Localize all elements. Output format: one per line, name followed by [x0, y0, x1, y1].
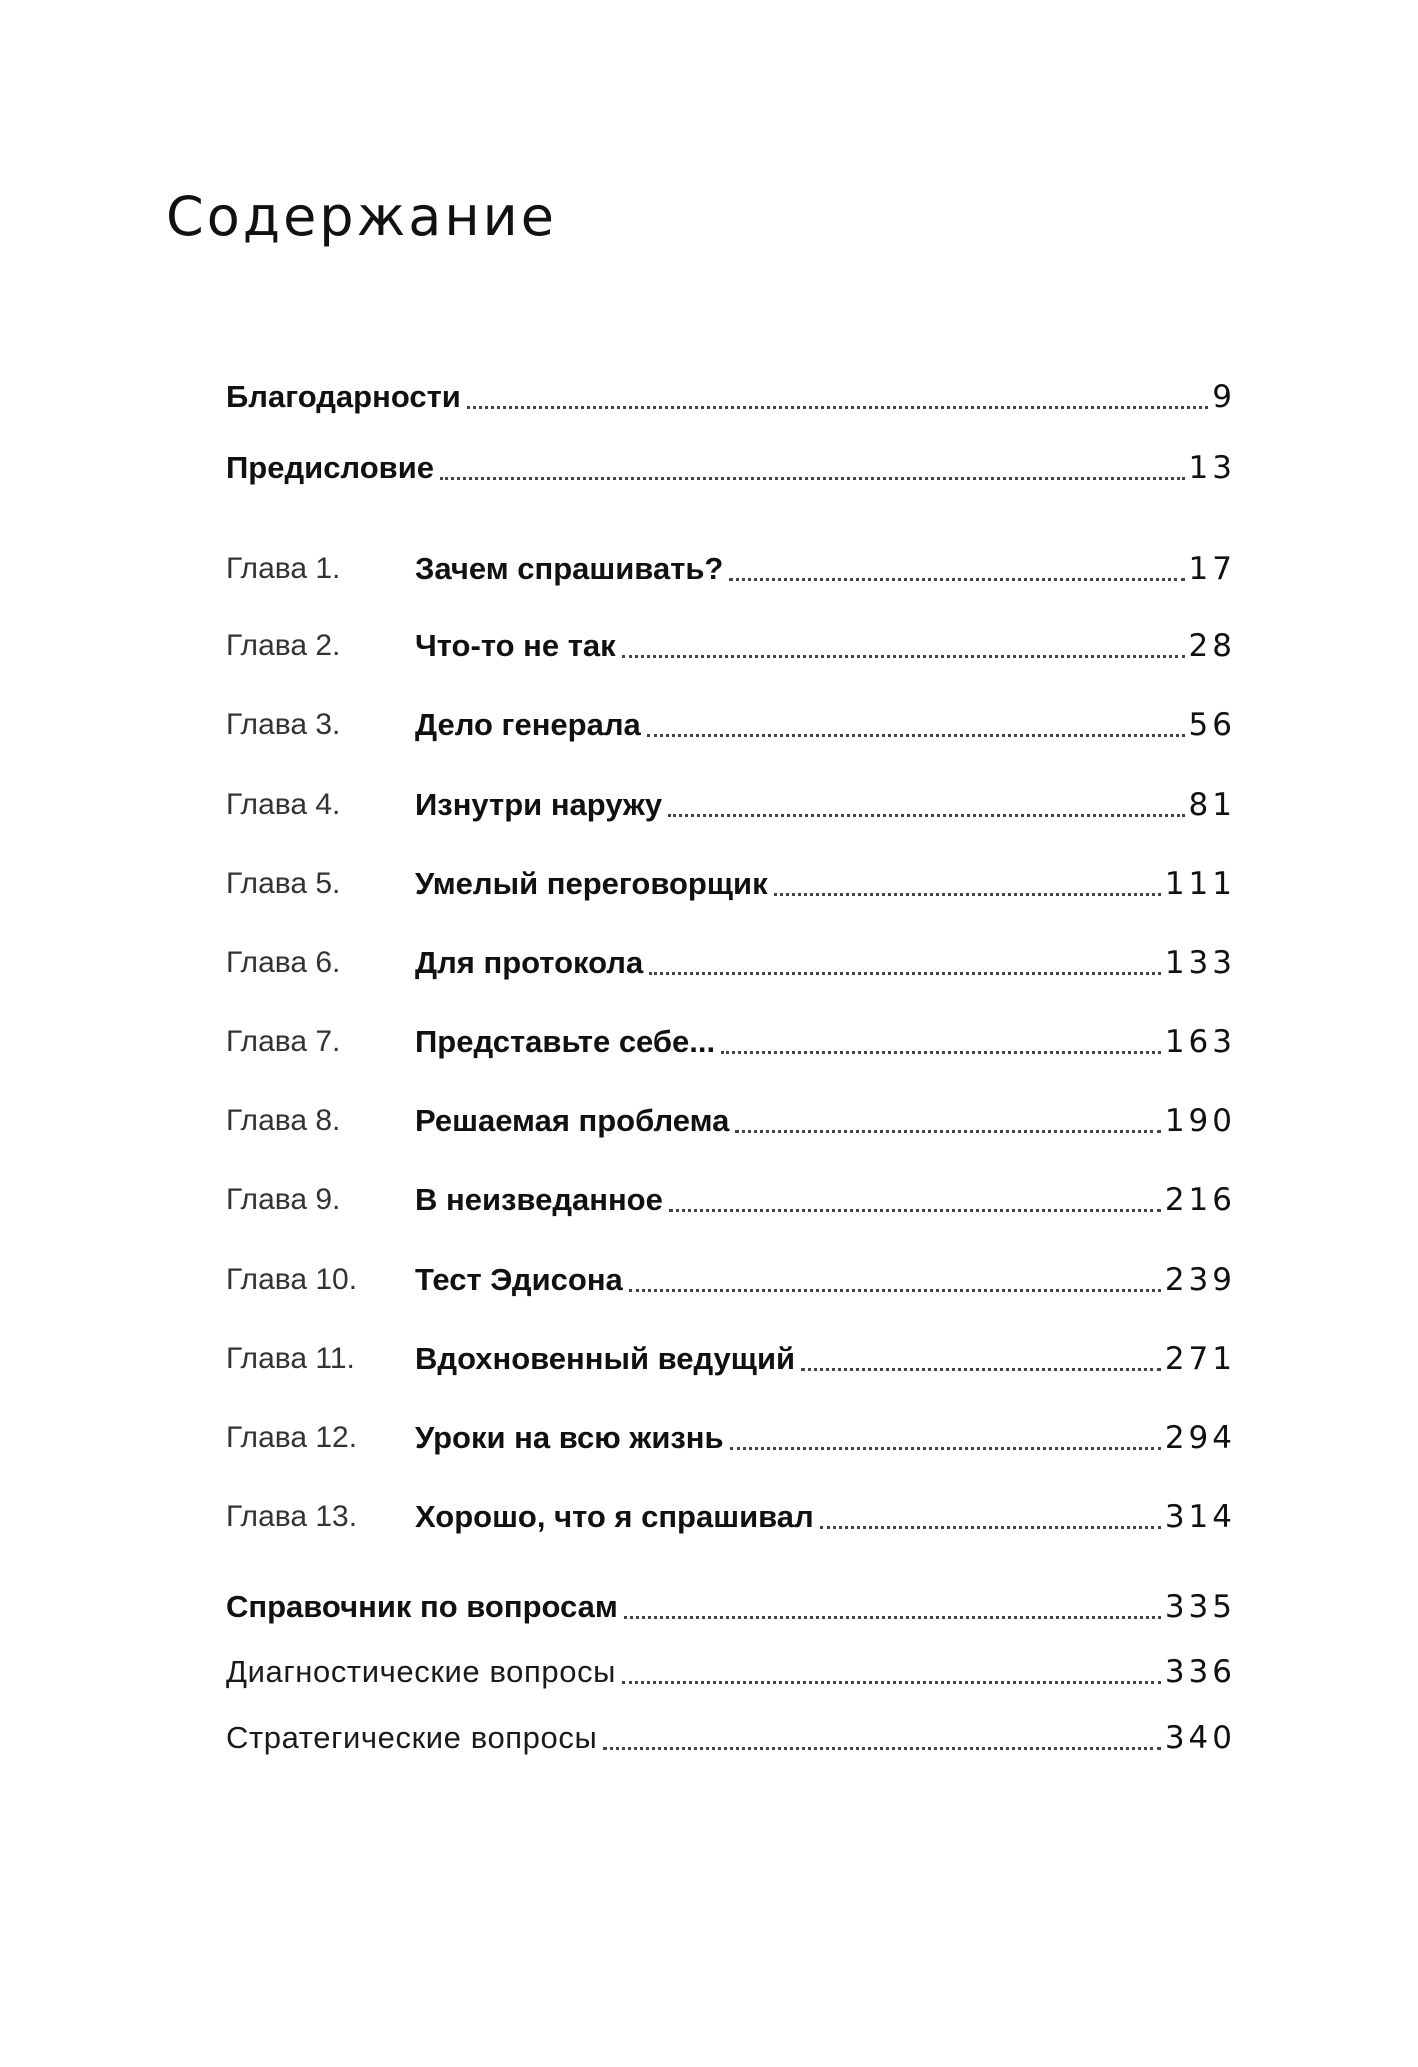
toc-entry-chapter-2[interactable]: [226, 624, 1236, 668]
toc-entry-chapter-9[interactable]: [226, 1178, 1236, 1222]
chapter-label: Глава 5.: [226, 867, 341, 900]
toc-entry-diagnostic-questions[interactable]: [226, 1650, 1236, 1694]
dot-leader: [820, 1526, 1161, 1529]
page-number: 271: [1164, 1341, 1236, 1377]
page-title: Содержание: [166, 185, 557, 248]
toc-entry-chapter-11[interactable]: [226, 1337, 1236, 1381]
dot-leader: [622, 1681, 1161, 1684]
dot-leader: [649, 972, 1161, 975]
dot-leader: [774, 893, 1161, 896]
dot-leader: [801, 1368, 1161, 1371]
toc-entry-chapter-10[interactable]: [226, 1258, 1236, 1302]
dot-leader: [603, 1747, 1160, 1750]
entry-title: Стратегические вопросы: [226, 1720, 598, 1755]
chapter-label: Глава 11.: [226, 1342, 355, 1375]
chapter-title: Вдохновенный ведущий: [415, 1341, 796, 1376]
chapter-title: Хорошо, что я спрашивал: [415, 1499, 814, 1534]
page-number: 111: [1164, 866, 1236, 902]
page-number: 239: [1164, 1262, 1236, 1298]
chapter-title: Для протокола: [415, 945, 644, 980]
chapter-title: Изнутри наружу: [415, 787, 663, 822]
dot-leader: [669, 1209, 1161, 1212]
toc-entry-strategic-questions[interactable]: [226, 1716, 1236, 1760]
dot-leader: [668, 814, 1184, 817]
chapter-label: Глава 12.: [226, 1421, 358, 1454]
chapter-label: Глава 9.: [226, 1183, 341, 1216]
page-number: 28: [1188, 628, 1236, 664]
chapter-label: Глава 2.: [226, 629, 341, 662]
page-number: 163: [1164, 1024, 1236, 1060]
toc-entry-chapter-12[interactable]: [226, 1416, 1236, 1460]
chapter-title: Дело генерала: [415, 707, 641, 742]
chapter-title: Решаемая проблема: [415, 1103, 730, 1138]
page-number: 190: [1164, 1103, 1236, 1139]
entry-title: Справочник по вопросам: [226, 1589, 618, 1624]
toc-entry-chapter-8[interactable]: [226, 1099, 1236, 1143]
page-number: 9: [1212, 379, 1236, 415]
page-number: 335: [1164, 1589, 1236, 1625]
toc-entry-chapter-3[interactable]: [226, 703, 1236, 747]
page-number: 133: [1164, 945, 1236, 981]
dot-leader: [730, 1447, 1161, 1450]
chapter-title: В неизведанное: [415, 1182, 663, 1217]
chapter-label: Глава 1.: [226, 552, 341, 585]
dot-leader: [629, 1289, 1161, 1292]
chapter-title: Уроки на всю жизнь: [415, 1420, 724, 1455]
toc-entry-chapter-13[interactable]: [226, 1495, 1236, 1539]
toc-list: [226, 0, 1236, 2067]
chapter-title: Зачем спрашивать?: [415, 551, 724, 586]
chapter-label: Глава 3.: [226, 708, 341, 741]
entry-title: Предисловие: [226, 450, 435, 485]
toc-entry-chapter-5[interactable]: [226, 862, 1236, 906]
toc-entry-chapter-6[interactable]: [226, 941, 1236, 985]
entry-title: Диагностические вопросы: [226, 1654, 617, 1689]
page-number: 216: [1164, 1182, 1236, 1218]
toc-entry-chapter-4[interactable]: [226, 783, 1236, 827]
toc-entry-questions-reference[interactable]: [226, 1585, 1236, 1629]
chapter-label: Глава 13.: [226, 1500, 358, 1533]
page-number: 17: [1188, 551, 1236, 587]
dot-leader: [622, 655, 1185, 658]
page-number: 314: [1164, 1499, 1236, 1535]
dot-leader: [440, 477, 1185, 480]
page-number: 81: [1188, 787, 1236, 823]
toc-entry-preface[interactable]: [226, 446, 1236, 490]
dot-leader: [624, 1616, 1161, 1619]
toc-entry-acknowledgements[interactable]: [226, 375, 1236, 419]
chapter-title: Представьте себе...: [415, 1024, 716, 1059]
dot-leader: [729, 578, 1184, 581]
dot-leader: [647, 734, 1185, 737]
chapter-label: Глава 6.: [226, 946, 341, 979]
chapter-label: Глава 8.: [226, 1104, 341, 1137]
page-number: 56: [1188, 707, 1236, 743]
page-number: 336: [1164, 1654, 1236, 1690]
toc-entry-chapter-7[interactable]: [226, 1020, 1236, 1064]
chapter-title: Умелый переговорщик: [415, 866, 768, 901]
entry-title: Благодарности: [226, 379, 461, 414]
toc-entry-chapter-1[interactable]: [226, 547, 1236, 591]
chapter-label: Глава 4.: [226, 788, 341, 821]
page-number: 340: [1164, 1720, 1236, 1756]
chapter-title: Тест Эдисона: [415, 1262, 623, 1297]
dot-leader: [721, 1051, 1161, 1054]
dot-leader: [735, 1130, 1160, 1133]
page-number: 13: [1188, 450, 1236, 486]
chapter-label: Глава 7.: [226, 1025, 341, 1058]
chapter-label: Глава 10.: [226, 1263, 358, 1296]
page-number: 294: [1164, 1420, 1236, 1456]
dot-leader: [467, 406, 1208, 409]
chapter-title: Что-то не так: [415, 628, 616, 663]
